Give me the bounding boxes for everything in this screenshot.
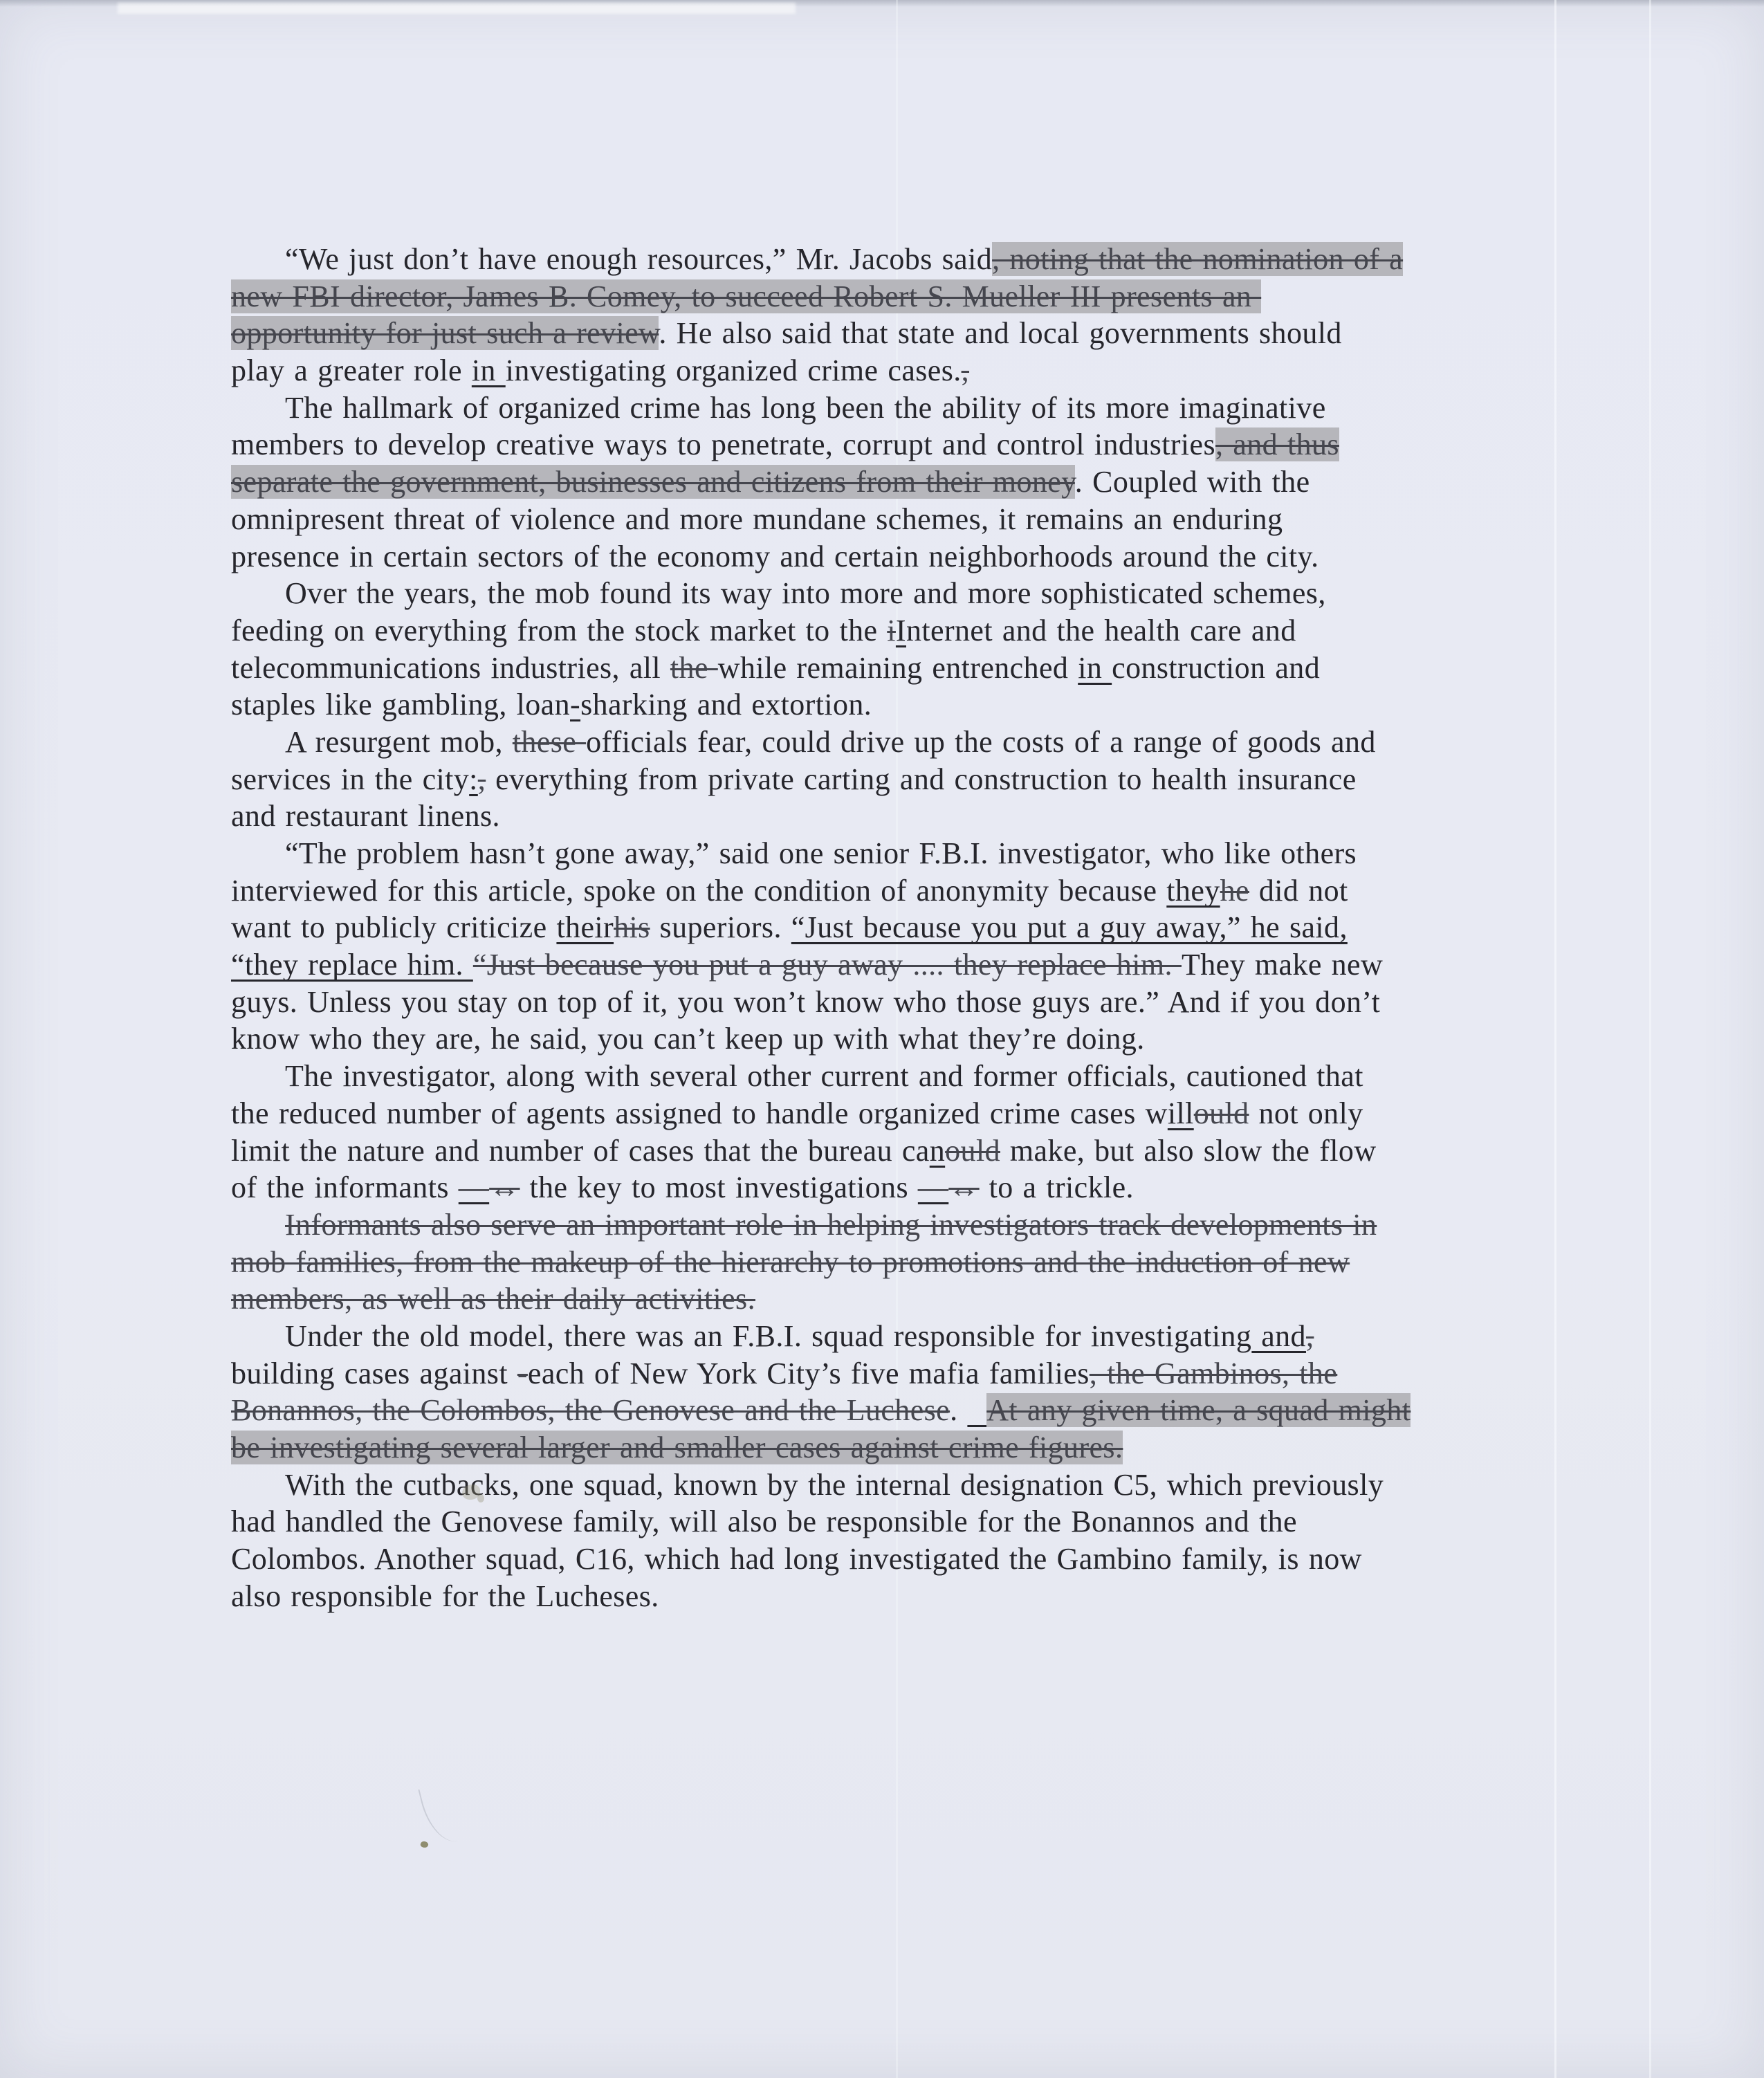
- inserted-text: ill: [1167, 1096, 1194, 1130]
- inserted-text: “Just because you put a guy away,” he said,: [791, 910, 1348, 945]
- text-line: [231, 315, 1611, 352]
- inserted-text: :: [469, 762, 478, 796]
- scan-speck: [477, 1494, 484, 1502]
- text-run: the key to most investigations: [520, 1170, 918, 1205]
- text-run: know who they are, he said, you can’t keep up with what they’re doing.: [231, 1022, 1145, 1056]
- deleted-text: ould: [1193, 1096, 1249, 1130]
- text-line: [231, 1466, 1611, 1504]
- text-line: [231, 1541, 1611, 1578]
- text-line: [231, 1058, 1611, 1095]
- text-run: also responsible for the Lucheses.: [231, 1579, 659, 1613]
- deleted-text: ↔: [948, 1170, 980, 1205]
- inserted-text: -: [570, 688, 581, 722]
- text-run: building cases against: [231, 1356, 517, 1390]
- text-line: [231, 1095, 1611, 1132]
- highlighted-deleted-text: be investigating several larger and smaller cases against crime figures.: [231, 1431, 1123, 1464]
- text-line: [231, 1318, 1611, 1355]
- deleted-text: , the Gambinos, the: [1089, 1356, 1338, 1390]
- deleted-text: ould: [945, 1133, 1000, 1168]
- deleted-text: Informants also serve an important role in helping investigators track developments in: [285, 1207, 1377, 1242]
- text-run: each of New York City’s five mafia families: [527, 1356, 1090, 1390]
- inserted-text: their: [556, 910, 614, 945]
- text-run: play a greater role: [231, 353, 472, 388]
- deleted-text: his: [614, 910, 650, 945]
- text-line: [231, 352, 1611, 389]
- text-run: omnipresent threat of violence and more mundane schemes, it remains an enduring: [231, 502, 1283, 536]
- text-run: everything from private carting and construction to health insurance: [486, 762, 1357, 796]
- text-line: [231, 872, 1611, 910]
- text-run: did not: [1249, 873, 1348, 908]
- text-run: had handled the Genovese family, will also be responsible for the Bonannos and the: [231, 1505, 1297, 1539]
- text-run: want to publicly criticize: [231, 910, 557, 945]
- paragraph: [231, 241, 1611, 389]
- paragraph: [231, 1206, 1611, 1318]
- inserted-text: they: [1166, 873, 1220, 908]
- paragraph: [231, 835, 1611, 1058]
- text-line: [231, 984, 1611, 1021]
- text-line: [231, 1244, 1611, 1281]
- text-run: and restaurant linens.: [231, 799, 500, 834]
- text-line: [231, 575, 1611, 612]
- inserted-text: I: [895, 613, 906, 647]
- text-line: [231, 835, 1611, 872]
- text-run: Colombos. Another squad, C16, which had long investigated the Gambino family, is now: [231, 1542, 1362, 1576]
- text-run: services in the city: [231, 762, 470, 796]
- text-run: “The problem hasn’t gone away,” said one senior F.B.I. investigator, who like others: [285, 836, 1357, 870]
- inserted-text: in: [1078, 650, 1112, 685]
- deleted-text: “Just because you put a guy away .... they replace him.: [472, 948, 1182, 982]
- text-line: [231, 1503, 1611, 1541]
- text-line: [231, 1578, 1611, 1615]
- text-run: “We just don’t have enough resources,” Mr. Jacobs said: [285, 242, 993, 276]
- text-run: . Coupled with the: [1074, 465, 1310, 499]
- highlighted-deleted-text: separate the government, businesses and citizens from their money: [231, 465, 1075, 499]
- text-run: staples like gambling, loan: [231, 688, 570, 722]
- text-line: [231, 389, 1611, 427]
- text-line: [231, 909, 1611, 946]
- text-run: limit the nature and number of cases that the bureau ca: [231, 1133, 930, 1168]
- scan-scratch: [418, 1781, 464, 1847]
- deleted-text: he: [1220, 873, 1249, 908]
- text-run: sharking and extortion.: [580, 688, 872, 722]
- text-run: The investigator, along with several other current and former officials, cautioned that: [285, 1059, 1363, 1094]
- deleted-text: -: [517, 1356, 528, 1390]
- text-run: guys. Unless you stay on top of it, you won’t know who those guys are.” And if you don’t: [231, 984, 1381, 1019]
- text-line: [231, 463, 1611, 501]
- text-line: [231, 1020, 1611, 1058]
- text-run: investigating organized crime cases.: [505, 353, 962, 388]
- highlighted-deleted-text: , and thus: [1215, 427, 1339, 462]
- inserted-text: and: [1251, 1318, 1306, 1353]
- scan-light-band: [118, 3, 796, 14]
- text-run: make, but also slow the flow: [1000, 1133, 1377, 1168]
- text-run: Under the old model, there was an F.B.I. squad responsible for investigating: [285, 1318, 1252, 1353]
- text-run: feeding on everything from the stock market to the: [231, 613, 888, 647]
- text-run: telecommunications industries, all: [231, 650, 670, 685]
- text-run: to a trickle.: [979, 1170, 1134, 1205]
- deleted-text: ,: [961, 353, 970, 388]
- deleted-text: these: [512, 724, 587, 759]
- inserted-text: n: [929, 1133, 946, 1168]
- text-run: The hallmark of organized crime has long been the ability of its more imaginative: [285, 390, 1326, 425]
- text-run: superiors.: [650, 910, 791, 945]
- text-line: [231, 1169, 1611, 1206]
- highlighted-deleted-text: , noting that the nomination of a: [992, 242, 1404, 276]
- text-line: [231, 650, 1611, 687]
- text-run: Over the years, the mob found its way into more and more sophisticated schemes,: [285, 576, 1326, 611]
- text-line: [231, 278, 1611, 315]
- inserted-text: “they replace him.: [231, 948, 473, 982]
- text-line: [231, 686, 1611, 724]
- text-run: With the cutbacks, one squad, known by the internal designation C5, which previously: [285, 1467, 1384, 1502]
- text-run: while remaining entrenched: [717, 650, 1078, 685]
- scanner-streak: [1649, 0, 1651, 2078]
- inserted-text: —: [458, 1170, 490, 1205]
- text-line: [231, 946, 1611, 984]
- text-run: of the informants: [231, 1170, 459, 1205]
- text-run: members to develop creative ways to penetrate, corrupt and control industries: [231, 427, 1216, 462]
- text-run: . He also said that state and local governments should: [659, 316, 1342, 351]
- text-line: [231, 1132, 1611, 1170]
- text-line: [231, 1355, 1611, 1392]
- text-run: officials fear, could drive up the costs of a range of goods and: [586, 724, 1376, 759]
- text-run: the reduced number of agents assigned to handle organized crime cases w: [231, 1096, 1168, 1130]
- text-run: construction and: [1112, 650, 1321, 685]
- highlighted-deleted-text: opportunity for just such a review: [231, 316, 659, 351]
- paragraph: [231, 575, 1611, 724]
- deleted-text: Bonannos, the Colombos, the Genovese and the Luchese: [231, 1393, 950, 1428]
- text-line: [231, 798, 1611, 835]
- paragraph: [231, 1318, 1611, 1466]
- highlighted-deleted-text: At any given time, a squad might: [986, 1393, 1411, 1428]
- text-run: A resurgent mob,: [285, 724, 513, 759]
- deleted-text: ,: [1305, 1318, 1314, 1353]
- text-line: [231, 1206, 1611, 1244]
- inserted-text: in: [471, 353, 506, 388]
- text-line: [231, 1392, 1611, 1429]
- paragraph: [231, 389, 1611, 575]
- deleted-text: the: [670, 650, 718, 685]
- text-run: nternet and the health care and: [906, 613, 1296, 647]
- inserted-text: [967, 1393, 986, 1427]
- text-run: not only: [1249, 1096, 1363, 1130]
- document-text: [231, 241, 1611, 1615]
- paragraph: [231, 1058, 1611, 1206]
- scan-speck: [420, 1840, 429, 1848]
- deleted-text: i: [887, 613, 896, 647]
- text-line: [231, 1280, 1611, 1318]
- text-run: .: [950, 1393, 968, 1428]
- deleted-text: ↔: [489, 1170, 520, 1205]
- text-line: [231, 612, 1611, 650]
- deleted-text: mob families, from the makeup of the hierarchy to promotions and the induction of new: [231, 1244, 1350, 1279]
- highlighted-deleted-text: new FBI director, James B. Comey, to succeed Robert S. Mueller III presents an: [231, 279, 1262, 313]
- text-line: [231, 1429, 1611, 1466]
- text-run: interviewed for this article, spoke on the condition of anonymity because: [231, 873, 1167, 908]
- text-line: [231, 538, 1611, 576]
- text-run: They make new: [1181, 948, 1384, 982]
- text-line: [231, 241, 1611, 278]
- text-run: presence in certain sectors of the economy and certain neighborhoods around the city.: [231, 539, 1319, 573]
- deleted-text: members, as well as their daily activities.: [231, 1282, 755, 1316]
- inserted-text: —: [917, 1170, 949, 1205]
- text-line: [231, 761, 1611, 798]
- text-line: [231, 724, 1611, 761]
- text-line: [231, 426, 1611, 463]
- deleted-text: ,: [477, 762, 486, 796]
- text-line: [231, 501, 1611, 538]
- paragraph: [231, 724, 1611, 835]
- paragraph: [231, 1466, 1611, 1615]
